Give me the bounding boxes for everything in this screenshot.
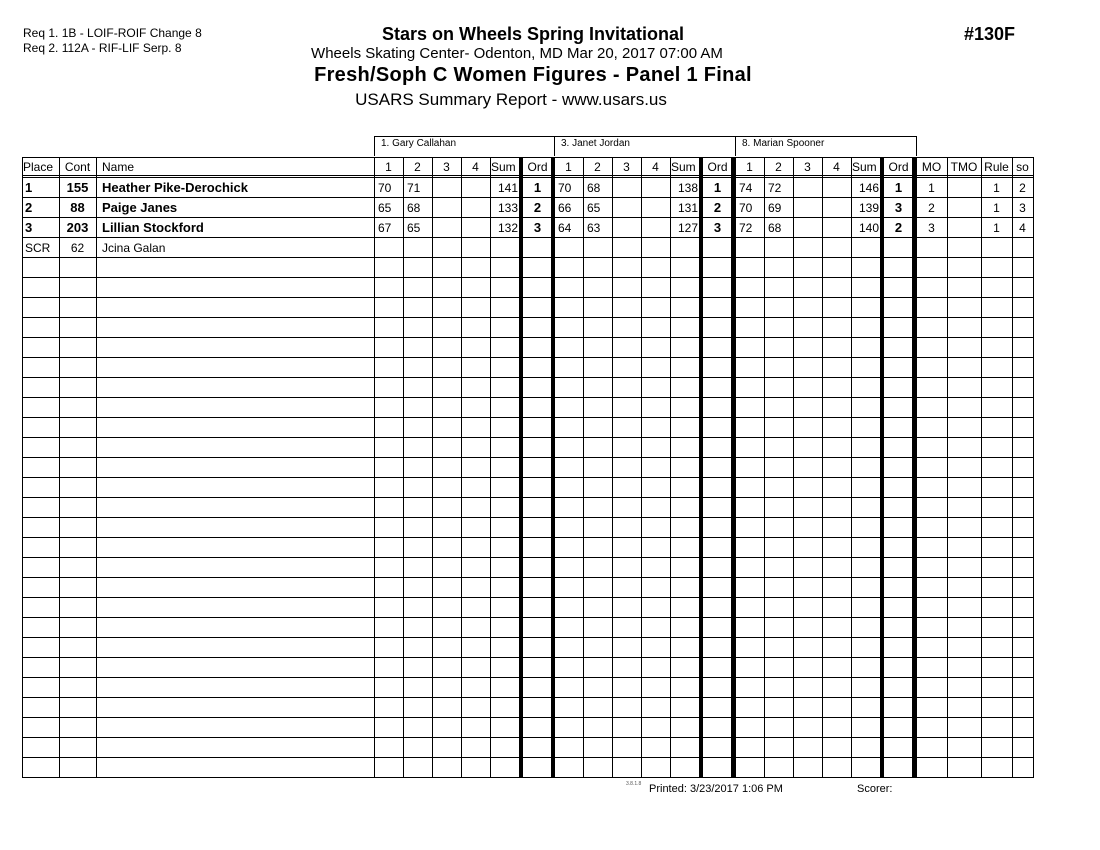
judge1-s4-cell: [461, 218, 490, 238]
grid-line: [916, 157, 917, 778]
judge1-s3-cell: [432, 218, 461, 238]
so-cell: [1012, 238, 1033, 258]
grid-line: [403, 157, 404, 778]
grid-line: [612, 157, 613, 778]
col-header-judge3-3: 3: [804, 160, 811, 174]
name-cell: Jcina Galan: [102, 241, 166, 255]
col-header-judge1-1: 1: [385, 160, 392, 174]
col-header-name: Name: [102, 160, 135, 174]
judge2-ord-cell: 1: [713, 180, 722, 195]
grid-line: [490, 157, 491, 778]
cont-cell: 88: [70, 200, 85, 215]
grid-line: [461, 157, 462, 778]
judge3-s2-cell: [764, 238, 793, 258]
judge1-s2-cell: 68: [407, 201, 421, 215]
grid-line: [1033, 157, 1034, 778]
grid-line: [641, 157, 642, 778]
judge2-s2-cell: 68: [587, 181, 601, 195]
grid-line: [699, 157, 703, 778]
judge2-s4-cell: [641, 218, 670, 238]
grid-line: [880, 157, 884, 778]
judge1-s1-cell: 70: [378, 181, 392, 195]
competition-title: Stars on Wheels Spring Invitational: [381, 24, 685, 44]
judge-header-1: 1. Gary Callahan: [374, 136, 555, 156]
judge3-s4-cell: [822, 218, 851, 238]
judge1-s1-cell: 65: [378, 201, 392, 215]
grid-line: [432, 157, 433, 778]
col-header-judge2-2: 2: [594, 160, 601, 174]
place-cell: 1: [25, 180, 33, 195]
grid-line: [374, 157, 375, 778]
judge2-ord-cell: [701, 238, 732, 258]
col-header-judge2-ord: Ord: [707, 160, 728, 174]
col-header-so: so: [1016, 160, 1029, 174]
grid-line: [1012, 157, 1013, 778]
so-cell: 4: [1019, 221, 1026, 235]
col-header-judge1-3: 3: [443, 160, 450, 174]
judge1-ord-cell: [521, 238, 552, 258]
col-header-cont: Cont: [64, 160, 91, 174]
grid-line: [670, 157, 671, 778]
place-cell: 2: [25, 200, 33, 215]
requirement-1: Req 1. 1B - LOIF-ROIF Change 8: [23, 26, 202, 40]
judge1-s2-cell: [403, 238, 432, 258]
mo-cell: [916, 238, 947, 258]
judge1-sum-cell: 132: [497, 221, 518, 235]
col-header-judge3-4: 4: [833, 160, 840, 174]
rule-cell: 1: [993, 181, 1000, 195]
col-header-judge3-2: 2: [775, 160, 782, 174]
judge3-ord-cell: 3: [894, 200, 903, 215]
judge3-sum-cell: 146: [858, 181, 879, 195]
grid-line: [981, 157, 982, 778]
judge2-s2-cell: 65: [587, 201, 601, 215]
grid-line: [735, 157, 736, 778]
judge2-s2-cell: [583, 238, 612, 258]
event-title: Fresh/Soph C Women Figures - Panel 1 Final: [314, 64, 752, 86]
judge2-s1-cell: 66: [558, 201, 572, 215]
cont-cell: 203: [66, 220, 89, 235]
rule-cell: 1: [993, 221, 1000, 235]
rule-cell: [981, 238, 1012, 258]
grid-line: [59, 157, 60, 778]
judge1-s2-cell: 65: [407, 221, 421, 235]
judge2-s3-cell: [612, 218, 641, 238]
judge2-s3-cell: [612, 198, 641, 218]
judge3-sum-cell: [851, 238, 882, 258]
col-header-judge2-3: 3: [623, 160, 630, 174]
printed-timestamp: Printed: 3/23/2017 1:06 PM: [649, 783, 783, 795]
software-version: 3.8.1.8: [626, 781, 642, 787]
judge3-ord-cell: 2: [894, 220, 903, 235]
judge1-s3-cell: [432, 178, 461, 198]
rule-cell: 1: [993, 201, 1000, 215]
col-header-judge3-1: 1: [746, 160, 753, 174]
judge3-s1-cell: [735, 238, 764, 258]
judge2-s4-cell: [641, 238, 670, 258]
judge3-s4-cell: [822, 238, 851, 258]
judge1-s4-cell: [461, 178, 490, 198]
event-number: #130F: [964, 24, 1016, 44]
col-header-judge1-2: 2: [414, 160, 421, 174]
grid-line: [22, 157, 23, 778]
judge2-sum-cell: 127: [677, 221, 698, 235]
col-header-judge2-sum: Sum: [671, 160, 696, 174]
judge1-sum-cell: 141: [497, 181, 518, 195]
judge2-s3-cell: [612, 178, 641, 198]
so-cell: 2: [1019, 181, 1026, 195]
grid-line: [822, 157, 823, 778]
judge1-s4-cell: [461, 198, 490, 218]
judge2-ord-cell: 2: [713, 200, 722, 215]
grid-line: [912, 157, 916, 778]
judge1-sum-cell: 133: [497, 201, 518, 215]
judge3-s1-cell: 70: [739, 201, 753, 215]
place-cell: SCR: [25, 241, 51, 255]
place-cell: 3: [25, 220, 33, 235]
judge3-s2-cell: 69: [768, 201, 782, 215]
cont-cell: 62: [70, 241, 85, 255]
judge2-s1-cell: [554, 238, 583, 258]
judge3-ord-cell: [882, 238, 913, 258]
judge3-s2-cell: 72: [768, 181, 782, 195]
grid-line: [764, 157, 765, 778]
judge2-sum-cell: [670, 238, 701, 258]
mo-cell: 2: [928, 201, 935, 215]
col-header-judge1-4: 4: [472, 160, 479, 174]
judge3-sum-cell: 139: [858, 201, 879, 215]
so-cell: 3: [1019, 201, 1026, 215]
col-header-place: Place: [23, 160, 54, 174]
tmo-cell: [947, 198, 981, 218]
judge3-s1-cell: 72: [739, 221, 753, 235]
col-header-tmo: TMO: [950, 160, 978, 174]
requirement-2: Req 2. 112A - RIF-LIF Serp. 8: [23, 41, 182, 55]
grid-line: [851, 157, 852, 778]
judge2-ord-cell: 3: [713, 220, 722, 235]
judge1-s4-cell: [461, 238, 490, 258]
judge2-s1-cell: 70: [558, 181, 572, 195]
judge1-s1-cell: 67: [378, 221, 392, 235]
name-cell: Lillian Stockford: [102, 220, 204, 235]
judge3-sum-cell: 140: [858, 221, 879, 235]
grid-line: [551, 157, 555, 778]
col-header-rule: Rule: [984, 160, 1009, 174]
judge2-s4-cell: [641, 198, 670, 218]
scorer-label: Scorer:: [857, 783, 893, 795]
venue-datetime: Wheels Skating Center- Odenton, MD Mar 20, 2017 07:00 AM: [311, 45, 723, 62]
judge3-s4-cell: [822, 198, 851, 218]
judge2-s1-cell: 64: [558, 221, 572, 235]
judge3-s3-cell: [793, 238, 822, 258]
tmo-cell: [947, 218, 981, 238]
col-header-judge3-sum: Sum: [852, 160, 877, 174]
col-header-judge2-4: 4: [652, 160, 659, 174]
judge1-ord-cell: 3: [533, 220, 542, 235]
judge1-s2-cell: 71: [407, 181, 421, 195]
judge1-s3-cell: [432, 198, 461, 218]
judge3-s1-cell: 74: [739, 181, 753, 195]
judge3-s2-cell: 68: [768, 221, 782, 235]
judge1-s3-cell: [432, 238, 461, 258]
judge3-s3-cell: [793, 218, 822, 238]
col-header-mo: MO: [921, 160, 942, 174]
grid-line: [793, 157, 794, 778]
judge2-s4-cell: [641, 178, 670, 198]
grid-line: [96, 157, 97, 778]
col-header-judge3-ord: Ord: [888, 160, 909, 174]
judge1-sum-cell: [490, 238, 521, 258]
judge2-sum-cell: 138: [677, 181, 698, 195]
judge2-s3-cell: [612, 238, 641, 258]
judge3-ord-cell: 1: [894, 180, 903, 195]
col-header-judge2-1: 1: [565, 160, 572, 174]
tmo-cell: [947, 238, 981, 258]
col-header-judge1-sum: Sum: [491, 160, 516, 174]
judge2-sum-cell: 131: [677, 201, 698, 215]
tmo-cell: [947, 178, 981, 198]
col-header-judge1-ord: Ord: [527, 160, 548, 174]
grid-line: [947, 157, 948, 778]
judge1-ord-cell: 1: [533, 180, 542, 195]
report-subtitle: USARS Summary Report - www.usars.us: [355, 90, 667, 109]
cont-cell: 155: [66, 180, 89, 195]
grid-line: [519, 157, 523, 778]
judge3-s4-cell: [822, 178, 851, 198]
name-cell: Paige Janes: [102, 200, 178, 215]
mo-cell: 3: [928, 221, 935, 235]
grid-line: [583, 157, 584, 778]
judge-header-2: 3. Janet Jordan: [554, 136, 736, 156]
grid-line: [731, 157, 735, 778]
judge2-s2-cell: 63: [587, 221, 601, 235]
judge1-ord-cell: 2: [533, 200, 542, 215]
judge-header-3: 8. Marian Spooner: [735, 136, 917, 156]
name-cell: Heather Pike-Derochick: [102, 180, 248, 195]
judge1-s1-cell: [374, 238, 403, 258]
judge3-s3-cell: [793, 198, 822, 218]
judge3-s3-cell: [793, 178, 822, 198]
mo-cell: 1: [928, 181, 935, 195]
